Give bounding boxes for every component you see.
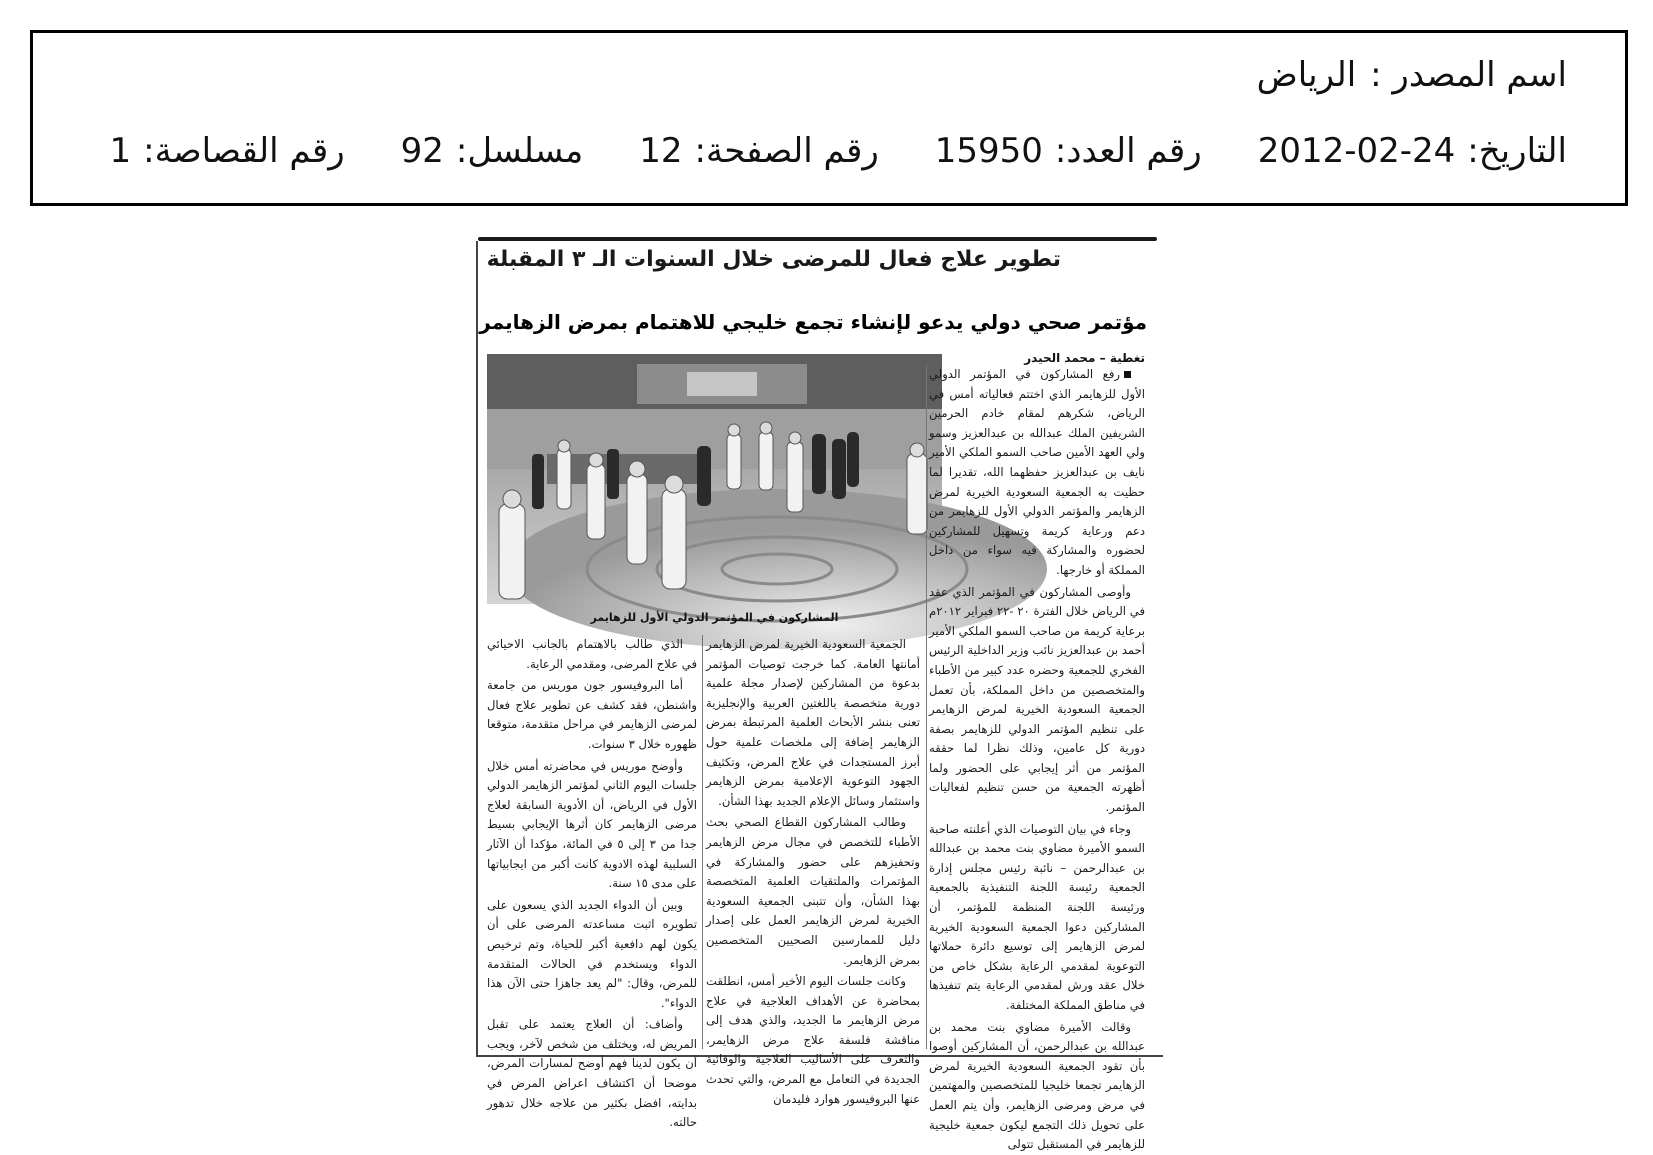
col3-paragraph-2: أما البروفيسور جون موريس من جامعة واشنطن، فقد كشف عن تطوير علاج فعال لمرضى الزهايمر في مراحل متقدمة، متوقعا ظهوره خلال ٣ سنوات. — [487, 678, 697, 751]
col1-paragraph-2: وأوصى المشاركون في المؤتمر الذي عقد في الرياض خلال الفترة ٢٠ -٢٢ فبراير ٢٠١٢م برعاية كريمة من صاحب السمو الملكي الأمير أحمد بن عبدالعزيز نائب وزير الداخلية الرئيس الفخري للجمعية وحضره عدد كبير من الأطباء والمتخصصين من داخل المملكة، بأن تعمل الجمعية السعودية الخيرية لمرض الزهايمر على تنظيم المؤتمر الدولي للزهايمر بصفة دورية كل عامين، وذلك نظرا لما حققه المؤتمر من أثر إيجابي على الحضور ولما أظهرته الجمعية من حسن تنظيم لفعاليات المؤتمر. — [929, 584, 1145, 815]
article-column-1 — [929, 365, 1145, 1152]
source-row — [63, 53, 1567, 97]
serial-field — [401, 131, 584, 171]
col3-paragraph-3: وأوضح موريس في محاضرته أمس خلال جلسات اليوم الثاني لمؤتمر الزهايمر الدولي الأول في الرياض، أن الأدوية السابقة لعلاج مرضى الزهايمر كان أثرها الإيجابي بسيط جدا من ٣ إلى ٥ في المائة، مؤكدا أن الآثار السلبية لهذه الادوية كانت أكبر من ايجابياتها على مدى ١٥ سنة. — [487, 758, 697, 891]
conference-hall-photo — [487, 354, 942, 604]
column-divider — [926, 365, 927, 1049]
col2-paragraph-2: وطالب المشاركون القطاع الصحي بحث الأطباء للتخصص في مجال مرض الزهايمر وتحفيزهم على حضور والمشاركة في المؤتمرات والملتقيات العلمية المتخصصة بهذا الشأن، وأن تتبنى الجمعية السعودية الخيرية لمرض الزهايمر العمل على إصدار دليل للممارسين الصحيين المتخصصين بمرض الزهايمر. — [706, 815, 920, 967]
issue-field — [935, 131, 1202, 171]
source-label: اسم المصدر : — [1370, 55, 1567, 95]
date-value: 2012-02-24 — [1257, 131, 1456, 171]
page-value: 12 — [639, 131, 683, 171]
col1-paragraph-1: رفع المشاركون في المؤتمر الدولي الأول للزهايمر الذي اختتم فعالياته أمس في الرياض، شكرهم لمقام خادم الحرمين الشريفين الملك عبدالله بن عبدالعزيز وسمو ولي العهد الأمين صاحب السمو الملكي الأمير نايف بن عبدالعزيز حفظهما الله، تقديرا لما حظيت به الجمعية السعودية الخيرية لمرض الزهايمر والمؤتمر الدولي الأول للزهايمر من دعم ورعاية كريمة وتسهيل للمشاركين لحضوره والمشاركة فيه سواء من داخل المملكة أو خارجها. — [929, 367, 1145, 577]
serial-label: مسلسل: — [455, 131, 584, 171]
col1-paragraph-4: وقالت الأميرة مضاوي بنت محمد بن عبدالله بن عبدالرحمن، أن المشاركين أوصوا بأن تقود الجمعية السعودية الخيرية لمرض الزهايمر تجمعا خليجيا للمتخصصين والمهتمين في مرض ومرضى الزهايمر، وأن يتم العمل على تحويل ذلك التجمع ليكون جمعية خليجية للزهايمر في المستقبل تتولى — [929, 1019, 1145, 1152]
serial-value: 92 — [400, 131, 444, 171]
issue-label: رقم العدد: — [1054, 131, 1202, 171]
article-column-2 — [706, 635, 920, 1106]
issue-value: 15950 — [934, 131, 1043, 171]
date-label: التاريخ: — [1467, 131, 1567, 171]
article-headline: مؤتمر صحي دولي يدعو لإنشاء تجمع خليجي للاهتمام بمرض الزهايمر — [479, 310, 1147, 334]
col2-paragraph-1: الجمعية السعودية الخيرية لمرض الزهايمر أمانتها العامة. كما خرجت توصيات المؤتمر بدعوة من المشاركين لإصدار مجلة علمية دورية متخصصة باللغتين العربية والإنجليزية تعنى بنشر الأبحاث العلمية المرتبطة بمرض الزهايمر إضافة إلى ملخصات علمية حول أبرز المستجدات في علاج المرض، وتكثيف الجهود التوعوية الإعلامية بمرض الزهايمر واستثمار وسائل الإعلام الجديد بهذا الشأن. — [706, 637, 920, 808]
bullet-square-icon — [1124, 371, 1131, 378]
date-field — [1258, 131, 1567, 171]
col3-paragraph-4: وبين أن الدواء الجديد الذي يسعون على تطويره اثبت مساعدته المرضى على أن يكون لهم دافعية أكبر للحياة، وتم ترخيص الدواء ويستخدم في الحالات المتقدمة للمرض، وقال: "لم يعد جاهزا حتى الآن هذا الدواء". — [487, 897, 697, 1010]
col1-paragraph-3: وجاء في بيان التوصيات الذي أعلنته صاحبة السمو الأميرة مضاوي بنت محمد بن عبدالله بن عبدالرحمن – نائبة رئيس مجلس إدارة الجمعية رئيسة اللجنة التنفيذية بالجمعية ورئيسة اللجنة المنظمة للمؤتمر، أن المشاركين دعوا الجمعية السعودية الخيرية لمرض الزهايمر إلى توسيع دائرة حملاتها التوعوية لمقدمي الرعاية بشكل خاص من خلال عقد ورش لمقدمي الرعاية يتم تنفيذها في مناطق المملكة المختلفة. — [929, 821, 1145, 1012]
col3-paragraph-5: وأضاف: أن العلاج يعتمد على تقبل المريض له، ويختلف من شخص لآخر، ويجب أن يكون لدينا فهم أوضح لمسارات المرض، موضحا أن اكتشاف اعراض المرض في بدايته، افضل بكثير من علاجه خلال تدهور حالته. — [487, 1017, 697, 1130]
clip-number-value: 1 — [109, 131, 132, 171]
page-label: رقم الصفحة: — [694, 131, 879, 171]
article-kicker: تطوير علاج فعال للمرضى خلال السنوات الـ ٣ المقبلة — [486, 247, 1061, 272]
clip-number-label: رقم القصاصة: — [143, 131, 345, 171]
clip-number-field — [109, 131, 344, 171]
article-column-3 — [487, 635, 697, 1130]
clipping-top-rule — [478, 237, 1157, 241]
article-byline: تغطية – محمد الحيدر — [1024, 351, 1145, 365]
details-row — [63, 129, 1567, 173]
source-value: الرياض — [1256, 55, 1357, 95]
col2-paragraph-3: وكانت جلسات اليوم الأخير أمس، انطلقت بمحاضرة عن الأهداف العلاجية في علاج مرض الزهايمر ما الجديد، والذي هدف إلى مناقشة فلسفة علاج مرض الزهايمر، والتعرف على الأساليب العلاجية والوقائية الجديدة في التعامل مع المرض، والتي تحدث عنها البروفيسور هوارد فليدمان — [706, 974, 920, 1106]
article-photo — [487, 354, 942, 604]
page-field — [639, 131, 879, 171]
newspaper-clipping — [476, 237, 1167, 1152]
clipping-info-box — [30, 30, 1628, 206]
col3-paragraph-1: الذي طالب بالاهتمام بالجانب الاحيائي في علاج المرضى، ومقدمي الرعاية. — [487, 637, 697, 671]
column-divider — [702, 635, 703, 1049]
photo-caption: المشاركون في المؤتمر الدولي الأول للزهايمر — [590, 611, 839, 624]
clipping-left-rule — [476, 241, 478, 1057]
